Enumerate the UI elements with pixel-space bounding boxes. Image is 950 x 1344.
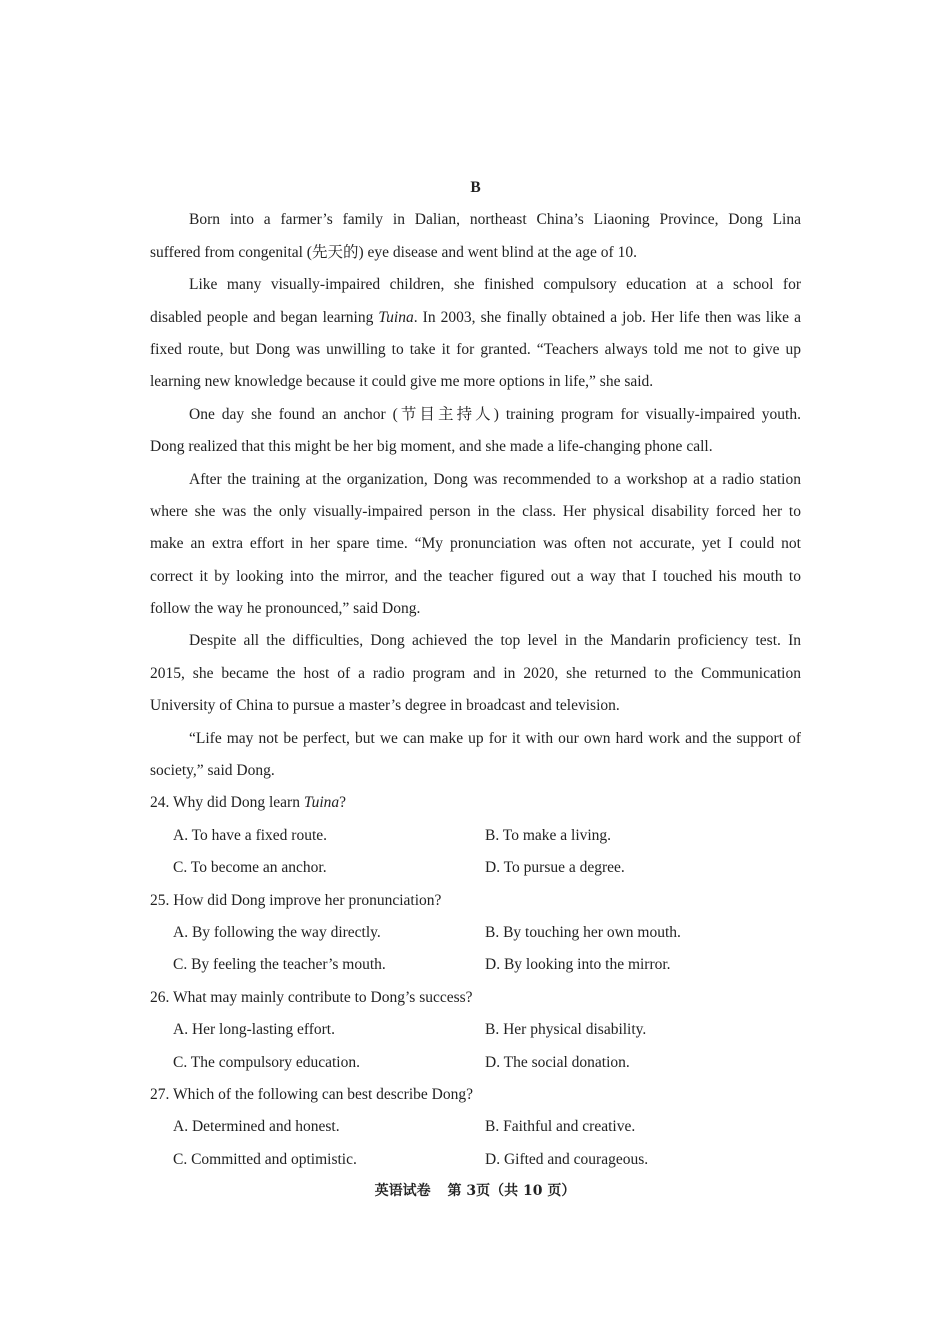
text-line xyxy=(150,399,801,431)
text-segment: disabled people and began learning xyxy=(150,308,379,326)
paragraph xyxy=(150,399,801,464)
text-segment: society,” said Dong. xyxy=(150,762,275,780)
text-line xyxy=(150,496,801,528)
reading-passage xyxy=(150,204,801,787)
text-segment: ? xyxy=(339,794,347,812)
answer-option: D. The social donation. xyxy=(485,1053,630,1071)
answer-option: A. Determined and honest. xyxy=(173,1118,340,1136)
text-segment: 27. Which of the following can best describe Dong? xyxy=(150,1085,473,1103)
option-row xyxy=(150,949,801,981)
paragraph xyxy=(150,723,801,788)
text-line xyxy=(150,204,801,236)
option-row xyxy=(150,917,801,949)
page-footer xyxy=(0,1180,950,1200)
text-line xyxy=(150,464,801,496)
footer-subject: 英语试卷 xyxy=(374,1183,431,1199)
question-stem xyxy=(150,885,801,917)
question xyxy=(150,982,801,1079)
option-row xyxy=(150,852,801,884)
text-segment: where she was the only visually-impaired person in the class. Her physical disability forced her to xyxy=(150,502,801,520)
text-segment: . In 2003, she finally obtained a job. Her life then was like a xyxy=(413,308,801,326)
answer-option: D. Gifted and courageous. xyxy=(485,1150,649,1168)
text-segment: Born into a farmer’s family in Dalian, northeast China’s Liaoning Province, Dong Lina xyxy=(189,211,801,229)
italic-term: Tuina xyxy=(303,794,340,812)
answer-option: A. To have a fixed route. xyxy=(173,826,328,844)
text-line xyxy=(150,431,801,463)
question xyxy=(150,1079,801,1176)
paragraph xyxy=(150,269,801,399)
paragraph xyxy=(150,625,801,722)
question-list xyxy=(150,787,801,1176)
text-segment: make an extra effort in her spare time. “My pronunciation was often not accurate, yet I could not xyxy=(150,535,801,553)
text-line xyxy=(150,302,801,334)
text-line xyxy=(150,723,801,755)
question-stem xyxy=(150,787,801,819)
italic-term: Tuina xyxy=(378,308,414,326)
option-row xyxy=(150,820,801,852)
question-stem xyxy=(150,982,801,1014)
text-segment: suffered from congenital (先天的) eye disease and went blind at the age of 10. xyxy=(150,243,637,261)
text-segment: 24. Why did Dong learn xyxy=(150,794,304,812)
text-segment: Dong realized that this might be her big moment, and she made a life-changing phone call. xyxy=(150,438,713,456)
answer-option: C. By feeling the teacher’s mouth. xyxy=(173,956,386,974)
text-segment: fixed route, but Dong was unwilling to take it for granted. “Teachers always told me not to give up xyxy=(150,340,801,358)
option-row xyxy=(150,1144,801,1176)
paragraph xyxy=(150,204,801,269)
answer-option: C. To become an anchor. xyxy=(173,859,327,877)
answer-option: C. Committed and optimistic. xyxy=(173,1150,357,1168)
exam-page xyxy=(150,172,801,1176)
text-segment: 2015, she became the host of a radio program and in 2020, she returned to the Communication xyxy=(150,664,801,682)
question-stem xyxy=(150,1079,801,1111)
question xyxy=(150,787,801,884)
text-segment: One day she found an anchor (节目主持人) training program for visually-impaired youth. xyxy=(189,405,801,423)
text-line xyxy=(150,593,801,625)
option-row xyxy=(150,1047,801,1079)
text-segment: “Life may not be perfect, but we can make up for it with our own hard work and the support of xyxy=(189,729,801,747)
text-line xyxy=(150,366,801,398)
text-line xyxy=(150,625,801,657)
text-line xyxy=(150,561,801,593)
text-line xyxy=(150,755,801,787)
text-segment: University of China to pursue a master’s degree in broadcast and television. xyxy=(150,697,620,715)
text-line xyxy=(150,269,801,301)
answer-option: B. To make a living. xyxy=(485,826,612,844)
section-title: B xyxy=(470,179,481,196)
option-row xyxy=(150,1111,801,1143)
text-line xyxy=(150,237,801,269)
text-segment: Like many visually-impaired children, she finished compulsory education at a school for xyxy=(189,276,801,294)
footer-page-number: 第 3页（共 10 页） xyxy=(447,1183,576,1199)
text-segment: correct it by looking into the mirror, and the teacher figured out a way that I touched his mouth to xyxy=(150,567,801,585)
text-segment: learning new knowledge because it could give me more options in life,” she said. xyxy=(150,373,654,391)
option-row xyxy=(150,1014,801,1046)
text-line xyxy=(150,658,801,690)
text-line xyxy=(150,690,801,722)
answer-option: D. To pursue a degree. xyxy=(485,859,625,877)
answer-option: A. By following the way directly. xyxy=(173,923,381,941)
answer-option: D. By looking into the mirror. xyxy=(485,956,671,974)
answer-option: B. Her physical disability. xyxy=(485,1021,647,1039)
text-segment: 25. How did Dong improve her pronunciation? xyxy=(150,891,442,909)
answer-option: C. The compulsory education. xyxy=(173,1053,360,1071)
question xyxy=(150,885,801,982)
text-segment: follow the way he pronounced,” said Dong. xyxy=(150,600,421,618)
answer-option: B. By touching her own mouth. xyxy=(485,923,681,941)
text-segment: Despite all the difficulties, Dong achieved the top level in the Mandarin proficiency test. In xyxy=(189,632,801,650)
answer-option: A. Her long-lasting effort. xyxy=(173,1021,335,1039)
answer-option: B. Faithful and creative. xyxy=(485,1118,636,1136)
text-line xyxy=(150,334,801,366)
text-segment: After the training at the organization, Dong was recommended to a workshop at a radio station xyxy=(189,470,801,488)
text-segment: 26. What may mainly contribute to Dong’s success? xyxy=(150,988,473,1006)
paragraph xyxy=(150,464,801,626)
text-line xyxy=(150,528,801,560)
